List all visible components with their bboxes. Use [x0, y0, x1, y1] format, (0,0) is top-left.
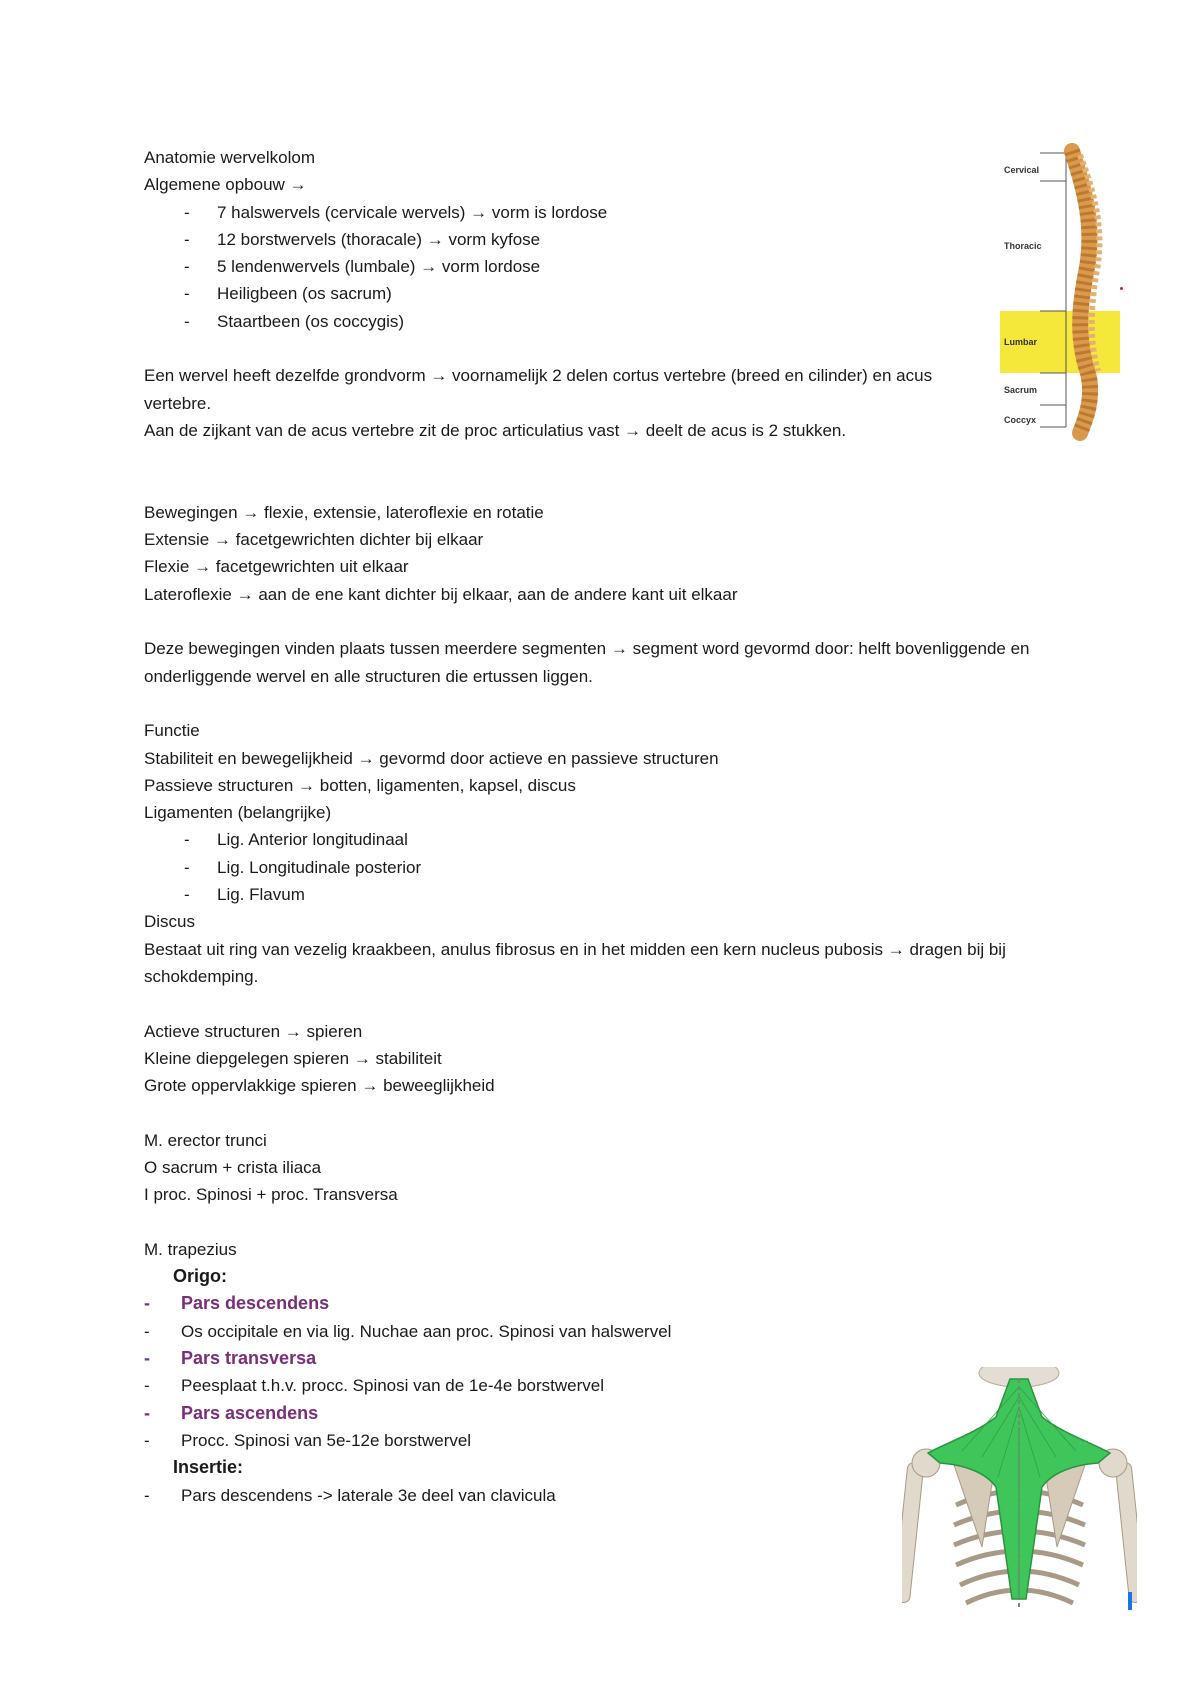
list-item: - 5 lendenwervels (lumbale) → vorm lordose: [184, 257, 541, 277]
pars-text: - Os occipitale en via lig. Nuchae aan proc. Spinosi van halswervel: [144, 1321, 672, 1341]
list-item: - Lig. Anterior longitudinaal: [184, 830, 408, 850]
actieve-line: Kleine diepgelegen spieren → stabiliteit: [144, 1048, 442, 1068]
spine-image: [1000, 143, 1120, 441]
document-body: [144, 144, 1074, 1509]
section-heading-opbouw: Algemene opbouw →: [144, 175, 307, 195]
pars-name: - Pars descendens: [144, 1293, 330, 1314]
erector-line: I proc. Spinosi + proc. Transversa: [144, 1185, 398, 1205]
lateroflexie-line: Lateroflexie → aan de ene kant dichter bij elkaar, aan de andere kant uit elkaar: [144, 584, 738, 604]
paragraph-discus: Bestaat uit ring van vezelig kraakbeen, anulus fibrosus en in het midden een kern nucleus pubosis → dragen bij bij schokdemping.: [144, 939, 1006, 986]
extensie-line: Extensie → facetgewrichten dichter bij elkaar: [144, 530, 484, 550]
pars-name: - Pars transversa: [144, 1348, 317, 1369]
erector-line: O sacrum + crista iliaca: [144, 1157, 322, 1177]
list-item: - 12 borstwervels (thoracale) → vorm kyfose: [184, 229, 541, 249]
bewegingen-line: Bewegingen → flexie, extensie, lateroflexie en rotatie: [144, 502, 544, 522]
pars-text: - Peesplaat t.h.v. procc. Spinosi van de 1e-4e borstwervel: [144, 1376, 605, 1396]
blue-edge-mark: [1128, 1592, 1132, 1610]
actieve-line: Actieve structuren → spieren: [144, 1021, 363, 1041]
actieve-line: Grote oppervlakkige spieren → beweeglijkheid: [144, 1076, 495, 1096]
discus-heading: Discus: [144, 912, 196, 932]
functie-line: Passieve structuren → botten, ligamenten, kapsel, discus: [144, 775, 576, 795]
page-title: Anatomie wervelkolom: [144, 148, 316, 167]
red-dot-mark: [1120, 287, 1123, 290]
spine-label-lumbar: Lumbar: [1004, 337, 1038, 347]
trapezius-heading: M. trapezius: [144, 1239, 237, 1259]
insertie-heading: Insertie:: [173, 1457, 244, 1478]
list-item: - Heiligbeen (os sacrum): [184, 284, 392, 304]
pars-name: - Pars ascendens: [144, 1402, 319, 1423]
spine-label-thoracic: Thoracic: [1004, 241, 1042, 251]
erector-heading: M. erector trunci: [144, 1130, 267, 1150]
paragraph-acus: Aan de zijkant van de acus vertebre zit de proc articulatius vast → deelt de acus is 2 stukken.: [144, 420, 847, 440]
spine-label-cervical: Cervical: [1004, 165, 1040, 175]
insertie-text: - Pars descendens -> laterale 3e deel van clavicula: [144, 1485, 556, 1505]
flexie-line: Flexie → facetgewrichten uit elkaar: [144, 557, 409, 577]
list-item: - Lig. Longitudinale posterior: [184, 857, 422, 877]
functie-line: Ligamenten (belangrijke): [144, 803, 332, 823]
list-item: - Staartbeen (os coccygis): [184, 311, 405, 331]
functie-line: Stabiliteit en bewegelijkheid → gevormd door actieve en passieve structuren: [144, 748, 719, 768]
origo-heading: Origo:: [173, 1266, 227, 1287]
list-item: - 7 halswervels (cervicale wervels) → vorm is lordose: [184, 202, 608, 222]
functie-heading: Functie: [144, 721, 200, 741]
trapezius-image: [902, 1367, 1137, 1612]
spine-label-coccyx: Coccyx: [1004, 415, 1037, 425]
paragraph-wervel: Een wervel heeft dezelfde grondvorm → voornamelijk 2 delen cortus vertebre (breed en cilinder) en acus vertebre.: [144, 366, 933, 413]
spine-label-sacrum: Sacrum: [1004, 385, 1038, 395]
pars-text: - Procc. Spinosi van 5e-12e borstwervel: [144, 1430, 472, 1450]
list-item: - Lig. Flavum: [184, 885, 305, 905]
paragraph-segment: Deze bewegingen vinden plaats tussen meerdere segmenten → segment word gevormd door: helft bovenliggende en onderliggende wervel en alle structuren die ertussen liggen.: [144, 639, 1030, 686]
